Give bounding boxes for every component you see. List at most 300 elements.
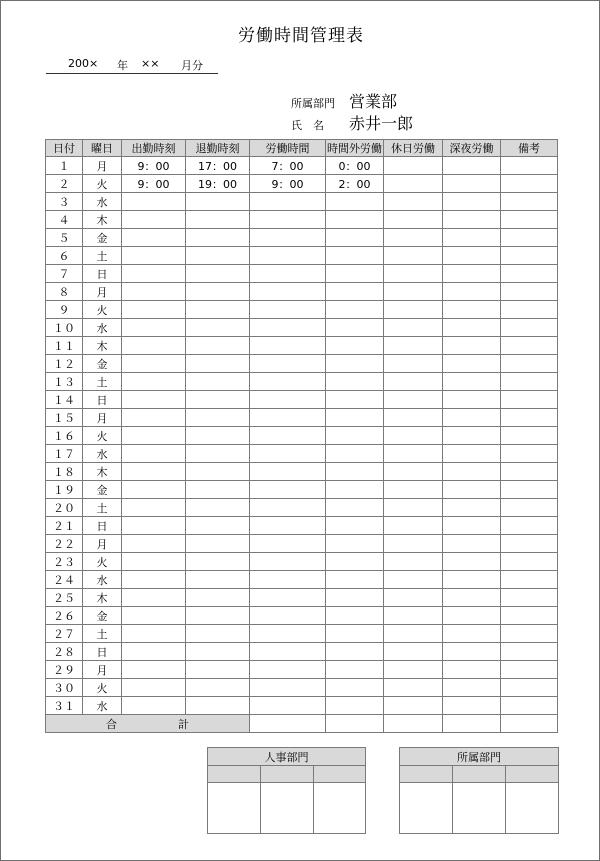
weekday-cell: 水 [83, 319, 122, 337]
day-cell: ２８ [46, 643, 83, 661]
department-row [291, 89, 397, 112]
work-hours-cell[interactable] [250, 661, 326, 679]
holiday-work-cell[interactable] [384, 571, 443, 589]
end-time-cell[interactable] [186, 697, 250, 715]
holiday-work-cell[interactable] [384, 229, 443, 247]
night-work-cell[interactable] [443, 427, 501, 445]
notes-cell[interactable] [501, 319, 558, 337]
table-row [46, 355, 558, 373]
night-work-cell[interactable] [443, 517, 501, 535]
start-time-cell[interactable] [122, 373, 186, 391]
end-time-cell[interactable] [186, 517, 250, 535]
weekday-cell: 日 [83, 643, 122, 661]
weekday-cell: 金 [83, 607, 122, 625]
night-work-cell[interactable] [443, 247, 501, 265]
holiday-work-cell[interactable] [384, 553, 443, 571]
night-work-cell[interactable] [443, 679, 501, 697]
work-hours-cell[interactable] [250, 499, 326, 517]
day-cell: ２４ [46, 571, 83, 589]
notes-cell[interactable] [501, 607, 558, 625]
notes-cell[interactable] [501, 553, 558, 571]
holiday-work-cell[interactable] [384, 625, 443, 643]
holiday-work-cell[interactable] [384, 265, 443, 283]
notes-cell[interactable] [501, 571, 558, 589]
table-row [46, 373, 558, 391]
weekday-cell: 月 [83, 409, 122, 427]
holiday-work-cell[interactable] [384, 409, 443, 427]
holiday-work-cell[interactable] [384, 589, 443, 607]
overtime-cell[interactable] [326, 391, 384, 409]
work-hours-cell[interactable] [250, 571, 326, 589]
work-hours-cell[interactable] [250, 265, 326, 283]
overtime-cell[interactable] [326, 355, 384, 373]
header-work: 労働時間 [250, 140, 326, 157]
end-time-cell[interactable] [186, 571, 250, 589]
approval-hr-stamp-1[interactable] [208, 783, 261, 834]
end-time-cell[interactable] [186, 535, 250, 553]
end-time-cell[interactable] [186, 283, 250, 301]
start-time-cell[interactable] [122, 391, 186, 409]
weekday-cell: 月 [83, 157, 122, 175]
end-time-cell[interactable] [186, 301, 250, 319]
overtime-cell[interactable] [326, 661, 384, 679]
day-cell: ２９ [46, 661, 83, 679]
night-work-cell[interactable] [443, 481, 501, 499]
weekday-cell: 火 [83, 427, 122, 445]
approval-hr-sub-1 [208, 766, 261, 783]
night-work-cell[interactable] [443, 265, 501, 283]
end-time-cell[interactable] [186, 337, 250, 355]
night-work-cell[interactable] [443, 319, 501, 337]
start-time-cell[interactable] [122, 301, 186, 319]
overtime-cell[interactable] [326, 517, 384, 535]
overtime-cell[interactable] [326, 499, 384, 517]
overtime-cell[interactable] [326, 337, 384, 355]
total-label-right: 計 [178, 717, 189, 731]
overtime-cell[interactable] [326, 211, 384, 229]
overtime-cell[interactable] [326, 445, 384, 463]
approval-hr-sub-2 [261, 766, 314, 783]
end-time-cell[interactable] [186, 499, 250, 517]
start-time-cell[interactable] [122, 481, 186, 499]
start-time-cell[interactable] [122, 499, 186, 517]
end-time-cell[interactable]: 19：00 [186, 175, 250, 193]
overtime-cell[interactable] [326, 301, 384, 319]
table-row [46, 589, 558, 607]
table-row [46, 661, 558, 679]
night-work-cell[interactable] [443, 535, 501, 553]
holiday-work-cell[interactable] [384, 697, 443, 715]
end-time-cell[interactable] [186, 193, 250, 211]
work-hours-cell[interactable] [250, 679, 326, 697]
work-hours-cell[interactable] [250, 643, 326, 661]
end-time-cell[interactable] [186, 679, 250, 697]
end-time-cell[interactable] [186, 445, 250, 463]
overtime-cell[interactable]: 2：00 [326, 175, 384, 193]
end-time-cell[interactable] [186, 463, 250, 481]
holiday-work-cell[interactable] [384, 427, 443, 445]
night-work-cell[interactable] [443, 607, 501, 625]
work-hours-cell[interactable] [250, 391, 326, 409]
weekday-cell: 水 [83, 697, 122, 715]
overtime-cell[interactable] [326, 409, 384, 427]
notes-cell[interactable] [501, 391, 558, 409]
overtime-cell[interactable] [326, 265, 384, 283]
start-time-cell[interactable] [122, 445, 186, 463]
notes-cell[interactable] [501, 499, 558, 517]
overtime-cell[interactable] [326, 697, 384, 715]
table-row [46, 445, 558, 463]
day-cell: ４ [46, 211, 83, 229]
holiday-work-cell[interactable] [384, 355, 443, 373]
weekday-cell: 火 [83, 301, 122, 319]
end-time-cell[interactable] [186, 553, 250, 571]
end-time-cell[interactable] [186, 607, 250, 625]
overtime-cell[interactable] [326, 589, 384, 607]
day-cell: １２ [46, 355, 83, 373]
notes-cell[interactable] [501, 193, 558, 211]
approval-dept-sub-3 [506, 766, 559, 783]
start-time-cell[interactable]: 9：00 [122, 175, 186, 193]
approval-dept-stamp-1[interactable] [400, 783, 453, 834]
day-cell: ５ [46, 229, 83, 247]
notes-cell[interactable] [501, 373, 558, 391]
overtime-cell[interactable] [326, 535, 384, 553]
overtime-cell[interactable] [326, 481, 384, 499]
day-cell: ３ [46, 193, 83, 211]
table-row [46, 247, 558, 265]
night-work-cell[interactable] [443, 337, 501, 355]
start-time-cell[interactable] [122, 463, 186, 481]
notes-cell[interactable] [501, 535, 558, 553]
start-time-cell[interactable] [122, 265, 186, 283]
day-cell: ２５ [46, 589, 83, 607]
work-hours-cell[interactable] [250, 427, 326, 445]
notes-cell[interactable] [501, 283, 558, 301]
overtime-cell[interactable] [326, 571, 384, 589]
work-hours-cell[interactable] [250, 517, 326, 535]
notes-cell[interactable] [501, 517, 558, 535]
start-time-cell[interactable] [122, 409, 186, 427]
day-cell: ３０ [46, 679, 83, 697]
night-work-cell[interactable] [443, 553, 501, 571]
start-time-cell[interactable] [122, 337, 186, 355]
holiday-work-cell[interactable] [384, 283, 443, 301]
table-row [46, 193, 558, 211]
total-work[interactable] [250, 715, 326, 733]
day-cell: ９ [46, 301, 83, 319]
approval-dept [399, 747, 559, 834]
holiday-work-cell[interactable] [384, 607, 443, 625]
day-cell: １１ [46, 337, 83, 355]
night-work-cell[interactable] [443, 211, 501, 229]
night-work-cell[interactable] [443, 355, 501, 373]
work-hours-cell[interactable] [250, 409, 326, 427]
day-cell: ２１ [46, 517, 83, 535]
holiday-work-cell[interactable] [384, 463, 443, 481]
work-hours-cell[interactable] [250, 553, 326, 571]
overtime-cell[interactable] [326, 229, 384, 247]
work-hours-cell[interactable] [250, 355, 326, 373]
overtime-cell[interactable] [326, 283, 384, 301]
table-row [46, 679, 558, 697]
holiday-work-cell[interactable] [384, 211, 443, 229]
work-hours-cell[interactable] [250, 283, 326, 301]
start-time-cell[interactable] [122, 589, 186, 607]
holiday-work-cell[interactable] [384, 661, 443, 679]
start-time-cell[interactable] [122, 697, 186, 715]
notes-cell[interactable] [501, 175, 558, 193]
end-time-cell[interactable] [186, 265, 250, 283]
notes-cell[interactable] [501, 229, 558, 247]
work-hours-cell[interactable] [250, 535, 326, 553]
notes-cell[interactable] [501, 445, 558, 463]
end-time-cell[interactable] [186, 625, 250, 643]
weekday-cell: 金 [83, 481, 122, 499]
overtime-cell[interactable] [326, 427, 384, 445]
holiday-work-cell[interactable] [384, 499, 443, 517]
night-work-cell[interactable] [443, 571, 501, 589]
header-weekday: 曜日 [83, 140, 122, 157]
table-row [46, 337, 558, 355]
day-cell: ２６ [46, 607, 83, 625]
holiday-work-cell[interactable] [384, 301, 443, 319]
work-hours-cell[interactable] [250, 697, 326, 715]
night-work-cell[interactable] [443, 697, 501, 715]
approval-hr-stamp-3[interactable] [314, 783, 366, 834]
overtime-cell[interactable] [326, 193, 384, 211]
department-label: 所属部門 [291, 97, 335, 110]
day-cell: １６ [46, 427, 83, 445]
start-time-cell[interactable] [122, 625, 186, 643]
notes-cell[interactable] [501, 355, 558, 373]
notes-cell[interactable] [501, 427, 558, 445]
start-time-cell[interactable] [122, 355, 186, 373]
day-cell: １８ [46, 463, 83, 481]
notes-cell[interactable] [501, 643, 558, 661]
holiday-work-cell[interactable] [384, 319, 443, 337]
night-work-cell[interactable] [443, 589, 501, 607]
start-time-cell[interactable] [122, 517, 186, 535]
day-cell: ２７ [46, 625, 83, 643]
night-work-cell[interactable] [443, 643, 501, 661]
start-time-cell[interactable] [122, 319, 186, 337]
overtime-cell[interactable] [326, 553, 384, 571]
weekday-cell: 水 [83, 445, 122, 463]
work-hours-cell[interactable]: 7：00 [250, 157, 326, 175]
holiday-work-cell[interactable] [384, 193, 443, 211]
table-row [46, 229, 558, 247]
total-notes[interactable] [501, 715, 558, 733]
weekday-cell: 木 [83, 211, 122, 229]
notes-cell[interactable] [501, 697, 558, 715]
start-time-cell[interactable] [122, 193, 186, 211]
table-row [46, 301, 558, 319]
start-time-cell[interactable] [122, 571, 186, 589]
holiday-work-cell[interactable] [384, 643, 443, 661]
night-work-cell[interactable] [443, 175, 501, 193]
end-time-cell[interactable] [186, 589, 250, 607]
weekday-cell: 土 [83, 247, 122, 265]
work-hours-cell[interactable] [250, 337, 326, 355]
end-time-cell[interactable] [186, 319, 250, 337]
weekday-cell: 水 [83, 571, 122, 589]
table-row [46, 643, 558, 661]
end-time-cell[interactable] [186, 211, 250, 229]
work-hours-cell[interactable] [250, 319, 326, 337]
start-time-cell[interactable] [122, 643, 186, 661]
table-row [46, 427, 558, 445]
overtime-cell[interactable]: 0：00 [326, 157, 384, 175]
notes-cell[interactable] [501, 337, 558, 355]
night-work-cell[interactable] [443, 229, 501, 247]
end-time-cell[interactable] [186, 391, 250, 409]
work-hours-cell[interactable] [250, 607, 326, 625]
overtime-cell[interactable] [326, 607, 384, 625]
night-work-cell[interactable] [443, 157, 501, 175]
night-work-cell[interactable] [443, 409, 501, 427]
work-hours-cell[interactable] [250, 481, 326, 499]
notes-cell[interactable] [501, 211, 558, 229]
total-label [46, 715, 250, 733]
holiday-work-cell[interactable] [384, 373, 443, 391]
approval-hr-stamp-2[interactable] [261, 783, 314, 834]
table-row [46, 481, 558, 499]
end-time-cell[interactable] [186, 643, 250, 661]
weekday-cell: 土 [83, 625, 122, 643]
header-notes: 備考 [501, 140, 558, 157]
start-time-cell[interactable] [122, 211, 186, 229]
notes-cell[interactable] [501, 265, 558, 283]
work-hours-cell[interactable] [250, 373, 326, 391]
overtime-cell[interactable] [326, 319, 384, 337]
end-time-cell[interactable] [186, 661, 250, 679]
notes-cell[interactable] [501, 463, 558, 481]
holiday-work-cell[interactable] [384, 445, 443, 463]
period-year: 200× [68, 57, 99, 70]
total-night[interactable] [443, 715, 501, 733]
approval-dept-title: 所属部門 [400, 748, 559, 766]
holiday-work-cell[interactable] [384, 535, 443, 553]
end-time-cell[interactable] [186, 409, 250, 427]
start-time-cell[interactable] [122, 283, 186, 301]
night-work-cell[interactable] [443, 463, 501, 481]
night-work-cell[interactable] [443, 301, 501, 319]
end-time-cell[interactable] [186, 247, 250, 265]
notes-cell[interactable] [501, 679, 558, 697]
night-work-cell[interactable] [443, 661, 501, 679]
total-holiday[interactable] [384, 715, 443, 733]
table-row [46, 553, 558, 571]
overtime-cell[interactable] [326, 463, 384, 481]
overtime-cell[interactable] [326, 373, 384, 391]
start-time-cell[interactable] [122, 553, 186, 571]
end-time-cell[interactable]: 17：00 [186, 157, 250, 175]
overtime-cell[interactable] [326, 247, 384, 265]
start-time-cell[interactable] [122, 427, 186, 445]
approval-dept-stamp-2[interactable] [453, 783, 506, 834]
night-work-cell[interactable] [443, 391, 501, 409]
start-time-cell[interactable] [122, 661, 186, 679]
notes-cell[interactable] [501, 481, 558, 499]
work-hours-cell[interactable] [250, 463, 326, 481]
work-hours-cell[interactable] [250, 589, 326, 607]
start-time-cell[interactable] [122, 679, 186, 697]
timesheet-table [45, 139, 558, 733]
holiday-work-cell[interactable] [384, 337, 443, 355]
weekday-cell: 日 [83, 265, 122, 283]
night-work-cell[interactable] [443, 445, 501, 463]
work-hours-cell[interactable] [250, 193, 326, 211]
name-label: 氏 名 [291, 119, 324, 132]
work-hours-cell[interactable] [250, 229, 326, 247]
work-hours-cell[interactable]: 9：00 [250, 175, 326, 193]
end-time-cell[interactable] [186, 355, 250, 373]
end-time-cell[interactable] [186, 481, 250, 499]
notes-cell[interactable] [501, 157, 558, 175]
overtime-cell[interactable] [326, 643, 384, 661]
work-hours-cell[interactable] [250, 247, 326, 265]
notes-cell[interactable] [501, 301, 558, 319]
overtime-cell[interactable] [326, 679, 384, 697]
notes-cell[interactable] [501, 589, 558, 607]
start-time-cell[interactable] [122, 247, 186, 265]
night-work-cell[interactable] [443, 625, 501, 643]
table-header-row [46, 140, 558, 157]
day-cell: ６ [46, 247, 83, 265]
start-time-cell[interactable] [122, 607, 186, 625]
end-time-cell[interactable] [186, 373, 250, 391]
weekday-cell: 火 [83, 175, 122, 193]
holiday-work-cell[interactable] [384, 481, 443, 499]
holiday-work-cell[interactable] [384, 157, 443, 175]
table-row [46, 463, 558, 481]
approval-dept-stamp-3[interactable] [506, 783, 559, 834]
day-cell: １７ [46, 445, 83, 463]
notes-cell[interactable] [501, 247, 558, 265]
start-time-cell[interactable] [122, 229, 186, 247]
night-work-cell[interactable] [443, 373, 501, 391]
start-time-cell[interactable]: 9：00 [122, 157, 186, 175]
holiday-work-cell[interactable] [384, 391, 443, 409]
header-day: 日付 [46, 140, 83, 157]
day-cell: ３１ [46, 697, 83, 715]
holiday-work-cell[interactable] [384, 247, 443, 265]
total-overtime[interactable] [326, 715, 384, 733]
holiday-work-cell[interactable] [384, 679, 443, 697]
work-hours-cell[interactable] [250, 301, 326, 319]
night-work-cell[interactable] [443, 193, 501, 211]
end-time-cell[interactable] [186, 229, 250, 247]
night-work-cell[interactable] [443, 283, 501, 301]
work-hours-cell[interactable] [250, 445, 326, 463]
work-hours-cell[interactable] [250, 211, 326, 229]
night-work-cell[interactable] [443, 499, 501, 517]
end-time-cell[interactable] [186, 427, 250, 445]
notes-cell[interactable] [501, 661, 558, 679]
work-hours-cell[interactable] [250, 625, 326, 643]
table-row [46, 535, 558, 553]
notes-cell[interactable] [501, 625, 558, 643]
notes-cell[interactable] [501, 409, 558, 427]
holiday-work-cell[interactable] [384, 175, 443, 193]
start-time-cell[interactable] [122, 535, 186, 553]
approval-dept-sub-1 [400, 766, 453, 783]
holiday-work-cell[interactable] [384, 517, 443, 535]
overtime-cell[interactable] [326, 625, 384, 643]
header-holiday: 休日労働 [384, 140, 443, 157]
weekday-cell: 金 [83, 355, 122, 373]
